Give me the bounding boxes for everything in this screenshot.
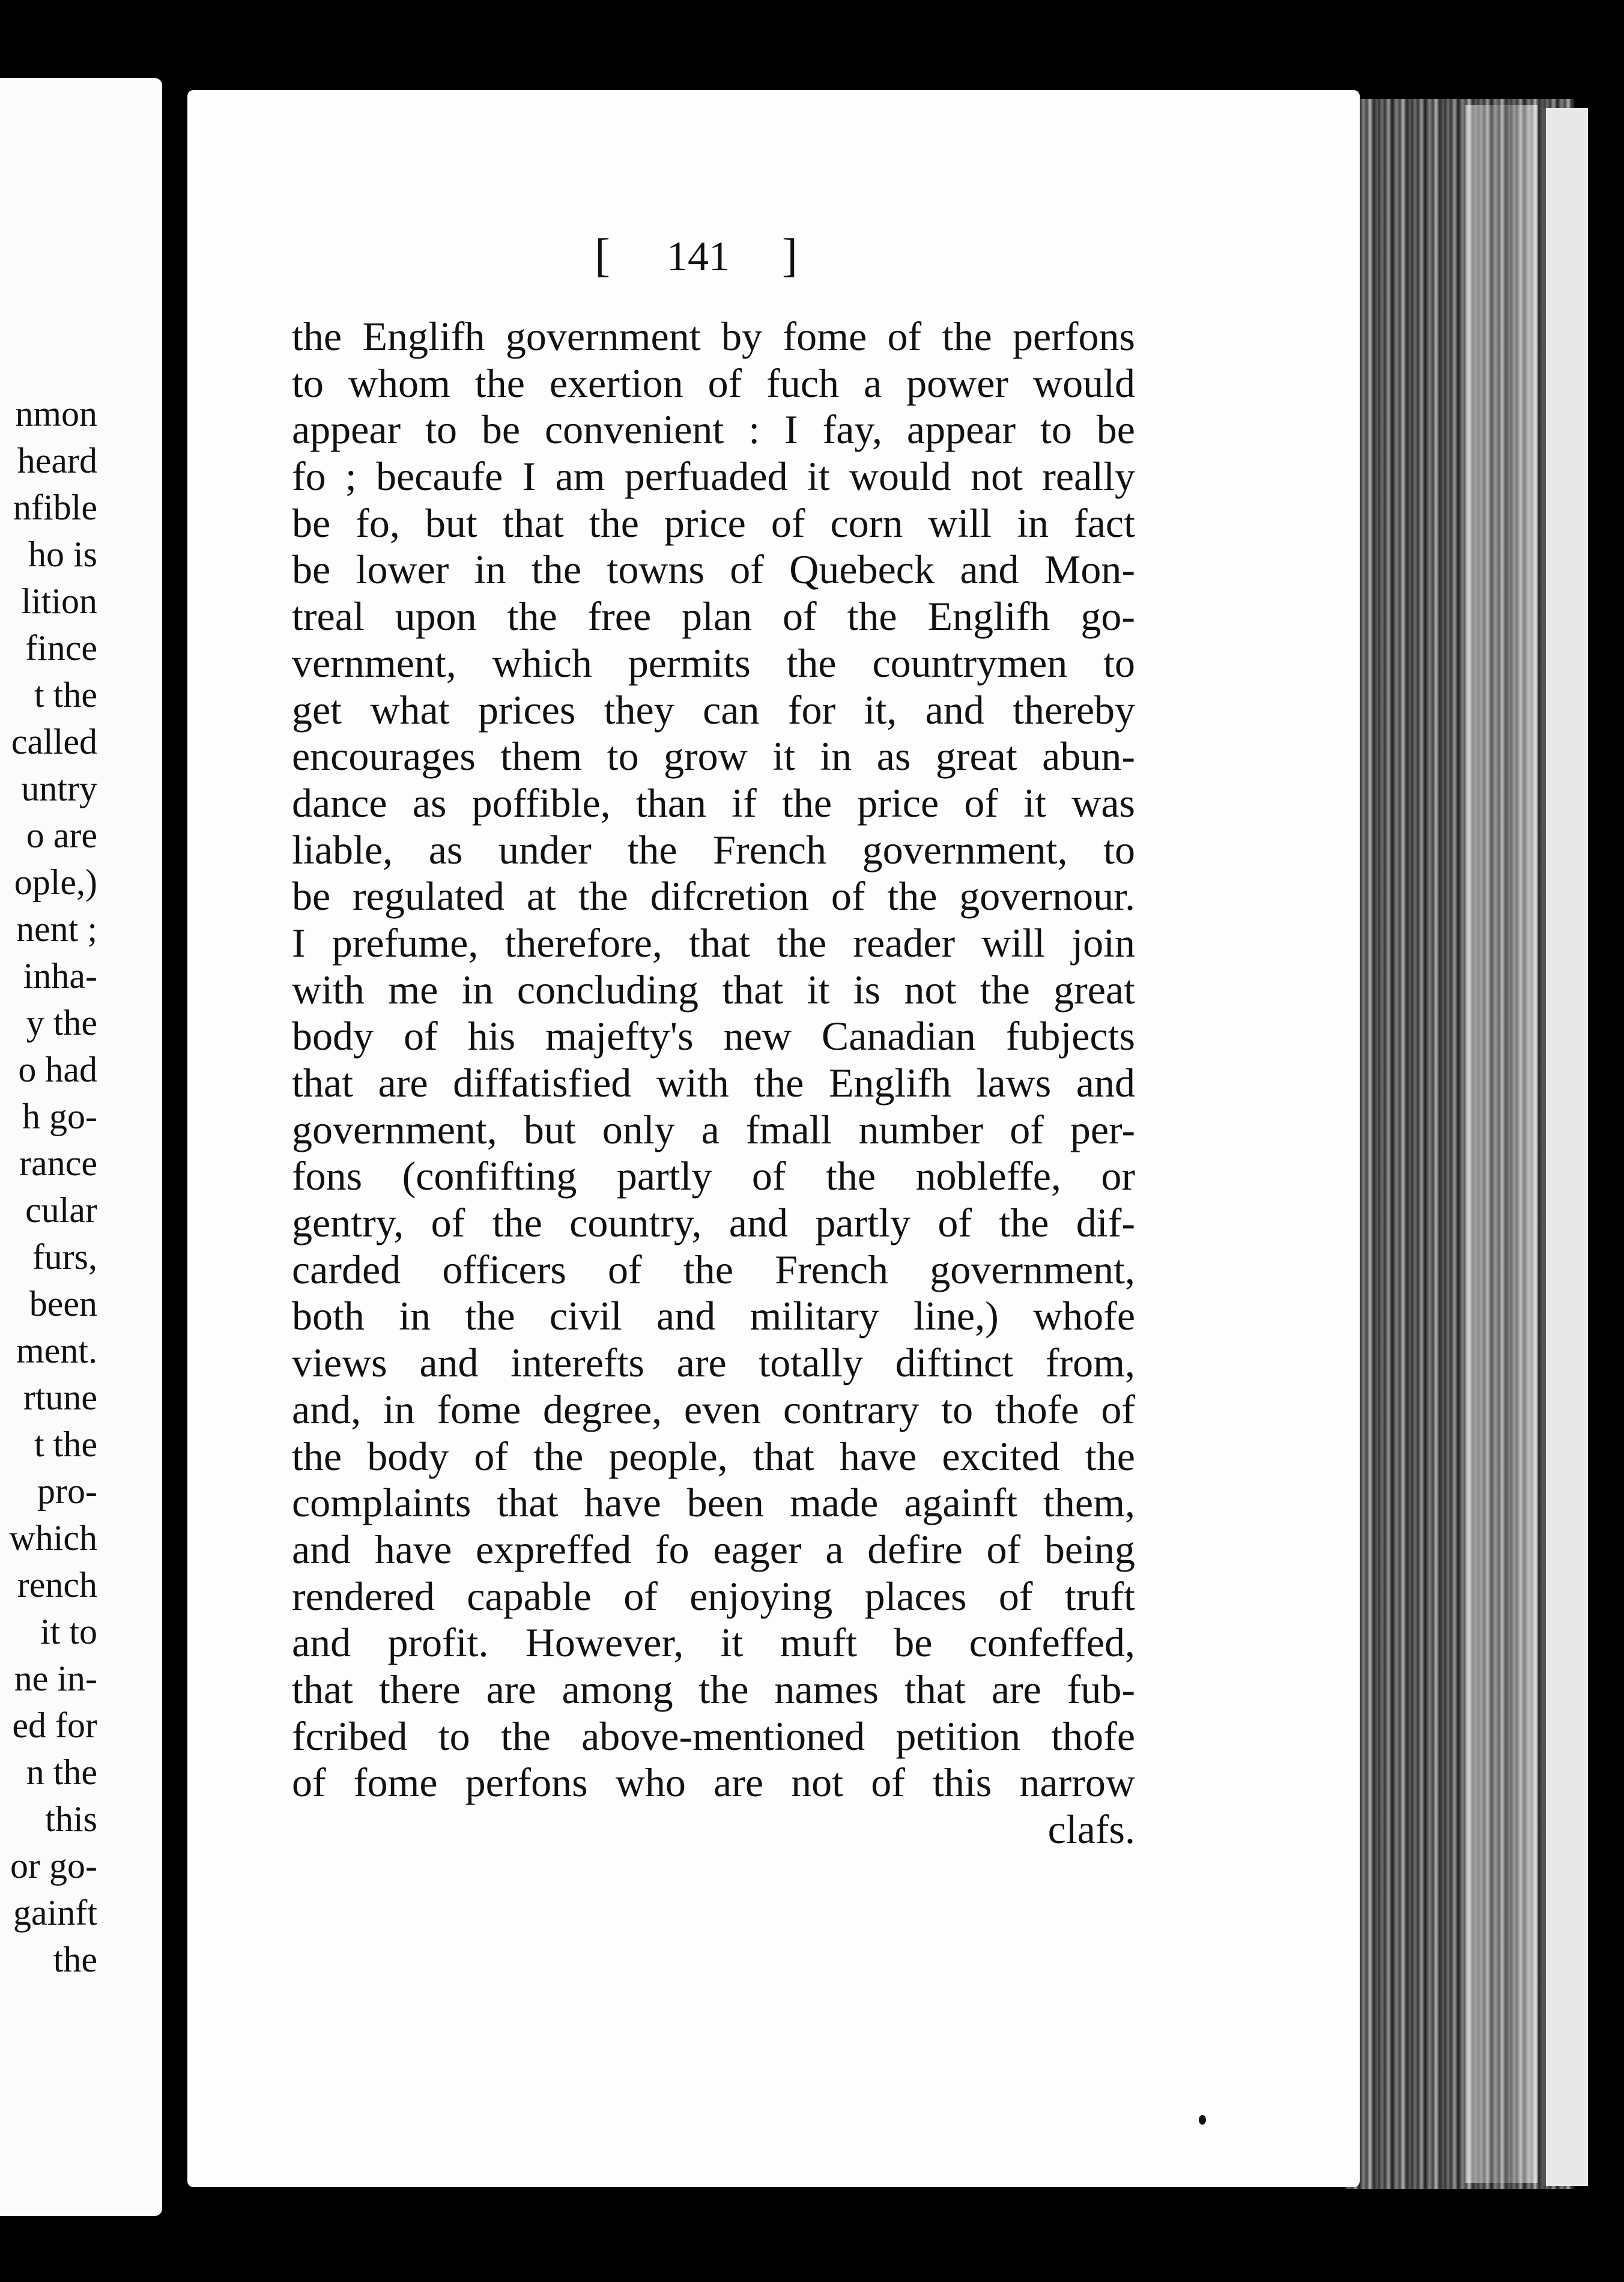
- left-page-fragment: ment.: [16, 1331, 97, 1370]
- left-page-fragment: rtune: [23, 1378, 97, 1417]
- text-line: that there are among the names that are fub-: [292, 1666, 1135, 1712]
- left-page-fragment: the: [53, 1940, 97, 1979]
- text-line: views and interefts are totally diftinct from,: [292, 1340, 1135, 1386]
- text-line: rendered capable of enjoying places of truft: [292, 1573, 1135, 1619]
- left-page-fragment: ed for: [12, 1705, 97, 1745]
- text-line: with me in concluding that it is not the great: [292, 966, 1135, 1012]
- left-page-fragment: fince: [25, 628, 97, 668]
- text-line: vernment, which permits the countrymen to: [292, 640, 1135, 686]
- text-line: get what prices they can for it, and thereby: [292, 686, 1135, 733]
- page-number-close-bracket: ]: [782, 229, 798, 281]
- left-page-fragment: or go-: [10, 1846, 97, 1886]
- text-line: the Englifh government by fome of the perfons: [292, 313, 1135, 359]
- text-line: fcribed to the above-mentioned petition thofe: [292, 1713, 1135, 1759]
- page-edges-highlight: [1465, 105, 1538, 2183]
- left-page-fragment: rench: [17, 1565, 97, 1605]
- left-page-fragment: o are: [26, 816, 97, 855]
- left-page-fragment: o had: [18, 1050, 97, 1089]
- left-page-fragment: furs,: [32, 1237, 97, 1277]
- left-page-fragment: t the: [34, 1424, 97, 1464]
- left-page-fragment: untry: [21, 769, 97, 808]
- catchword: clafs.: [1047, 1806, 1135, 1852]
- left-page-fragment: h go-: [22, 1097, 97, 1136]
- text-line: complaints that have been made againft them,: [292, 1480, 1135, 1526]
- left-page-fragment: rance: [19, 1143, 97, 1183]
- text-line: gentry, of the country, and partly of the dif-: [292, 1200, 1135, 1246]
- left-page-fragment: nmon: [15, 394, 97, 434]
- left-page-fragment: ne in-: [14, 1659, 97, 1698]
- left-page-fragment: inha-: [23, 956, 97, 996]
- left-page-fragment: called: [11, 722, 97, 761]
- left-page-fragment: n the: [26, 1752, 97, 1792]
- text-line: treal upon the free plan of the Englifh go-: [292, 593, 1135, 640]
- text-line: that are diffatisfied with the Englifh laws and: [292, 1060, 1135, 1106]
- text-line: be fo, but that the price of corn will in fact: [292, 500, 1135, 546]
- text-line: be regulated at the difcretion of the governour.: [292, 873, 1135, 919]
- left-page-fragment: gainft: [13, 1893, 97, 1932]
- text-line: fo ; becaufe I am perfuaded it would not really: [292, 453, 1135, 500]
- left-page-fragment: t the: [34, 675, 97, 715]
- text-line: both in the civil and military line,) whofe: [292, 1293, 1135, 1339]
- text-line: government, but only a fmall number of per-: [292, 1106, 1135, 1152]
- left-page-fragment: ople,): [14, 862, 97, 902]
- page-edges: [1345, 99, 1574, 2189]
- text-line: appear to be convenient : I fay, appear to be: [292, 407, 1135, 453]
- text-line: and, in fome degree, even contrary to thofe of: [292, 1386, 1135, 1432]
- left-page-fragment: ho is: [28, 534, 97, 574]
- left-page-fragment: nfible: [13, 488, 97, 527]
- page-number-value: 141: [667, 234, 730, 280]
- left-page-fragment: been: [29, 1284, 97, 1324]
- left-page: [0, 78, 162, 2216]
- text-line: be lower in the towns of Quebeck and Mon-: [292, 546, 1135, 593]
- left-page-fragment: this: [45, 1799, 97, 1839]
- text-line: carded officers of the French government,: [292, 1246, 1135, 1292]
- left-page-fragment: cular: [25, 1190, 97, 1230]
- left-page-fragment: it to: [40, 1612, 97, 1651]
- text-line: body of his majefty's new Canadian fubjects: [292, 1013, 1135, 1059]
- left-page-fragment: lition: [21, 581, 97, 621]
- text-line: liable, as under the French government, to: [292, 826, 1135, 873]
- outer-page-edge: [1542, 108, 1588, 2186]
- left-page-fragment: heard: [17, 441, 97, 480]
- page-number-open-bracket: [: [595, 229, 610, 281]
- text-line: the body of the people, that have excited the: [292, 1433, 1135, 1479]
- text-line: I prefume, therefore, that the reader will join: [292, 919, 1135, 966]
- left-page-fragment: y the: [26, 1003, 97, 1043]
- text-line: dance as poffible, than if the price of it was: [292, 779, 1135, 826]
- text-line: fons (confifting partly of the nobleffe, or: [292, 1153, 1135, 1199]
- left-page-fragment: nent ;: [16, 909, 97, 949]
- text-line: of fome perfons who are not of this narrow: [292, 1760, 1135, 1806]
- text-line: and have expreffed fo eager a defire of being: [292, 1526, 1135, 1572]
- left-page-fragment: pro-: [37, 1471, 97, 1511]
- text-line: encourages them to grow it in as great abun-: [292, 733, 1135, 779]
- text-line: and profit. However, it muft be confeffed,: [292, 1620, 1135, 1666]
- left-page-fragment: which: [9, 1518, 97, 1558]
- ink-dot: [1199, 2115, 1206, 2125]
- body-text: [292, 313, 1135, 1853]
- text-line: to whom the exertion of fuch a power would: [292, 360, 1135, 406]
